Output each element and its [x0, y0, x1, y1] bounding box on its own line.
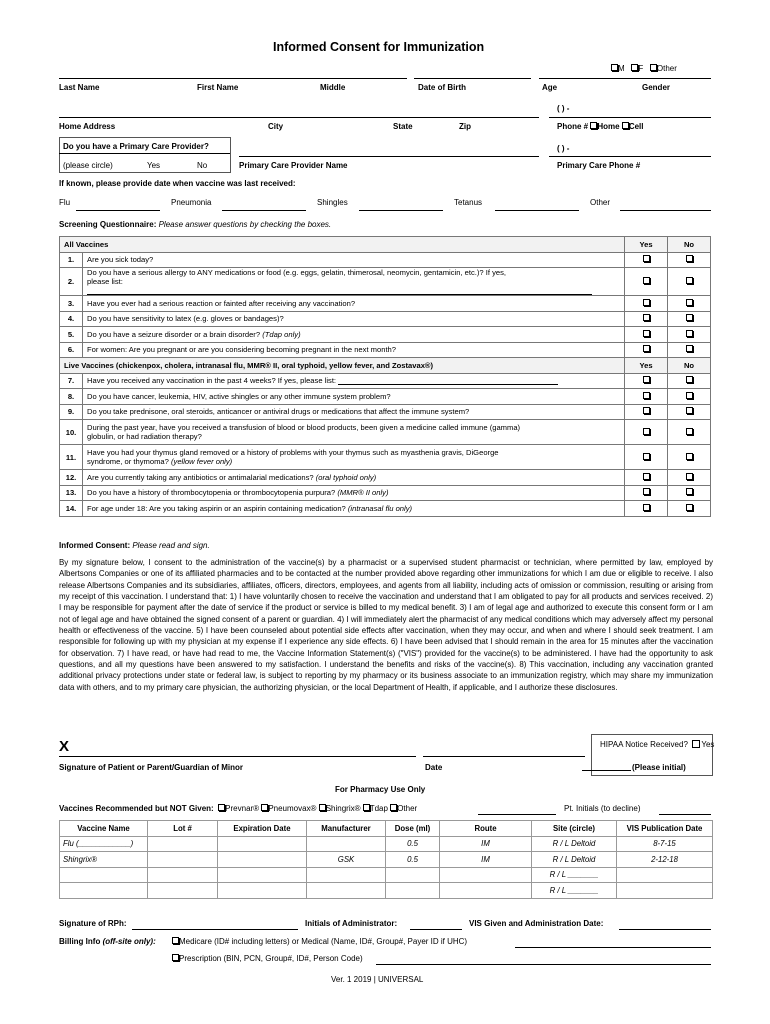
consent-body: By my signature below, I consent to the administration of the vaccine(s) by a pharmacist or a supervised student pharmacist or technician, where permitted by law, employed by Albertsons Companies or one of its affiliated pharmacies and to be contacted at the number provided above regarding other immunizations for which I am due or eligible to receive. I also release Albertsons Companies and its subsidiaries, affiliates, officers, directors, employees, and agents from all liability, including acts of omission or commission, resulting or arising from my receipt of this vaccination. I understand that: 1) I have voluntarily chosen to receive the vaccination and understand that I am obligated to pay for all products and services received. 2) I may be responsible for payment after the date of service if the product or service is billed to my medical benefit. 3) I am of legal age and authorized to execute this consent form or I am not of legal age and have obtained the signed consent of a parent or guardian. 4) I will immediately alert the pharmacist of any medical conditions which may adversely affect my personal health or effectiveness of the vaccine. 5) I have been counseled about potential side effects after vaccination, when they may occur, and when and where I should seek treatment. I am responsible for following up with my physician at my expense if I experience any side effects. 6) I have been advised that I should remain in the area for 15 minutes after the vaccination for observation. 7) I have read, or have had read to me, the Vaccine Information Statement(s) ("VIS") provided for the vaccine(s) to be administered. I have had the opportunity to ask questions, and all my questions have been answered to my satisfaction. I understand the benefits and risks of the vaccine(s). 8) This vaccination, including any vaccination granted additional privacy protections under state or federal law, is subject to reporting by my pharmacy or its business associate to an immunization registry, which may share my immunization data with others, and to my primary care physician, the authorizing physician, or the local Department of Health, if applicable, and I authorize these disclosures.: [59, 558, 713, 692]
question-text: Are you sick today?: [87, 255, 154, 265]
question-yes-cell: [625, 268, 668, 296]
gender-label: Gender: [642, 83, 671, 92]
table-row: [60, 867, 713, 883]
question-no-checkbox[interactable]: [686, 407, 693, 414]
question-yes-checkbox[interactable]: [643, 376, 650, 383]
question-no-cell: [668, 342, 711, 358]
rph-signature-label: Signature of RPh:: [59, 919, 127, 928]
question-text: Have you had your thymus gland removed or a history of problems with your thymus such as myasthenia gravis, DiGeorge: [87, 448, 499, 457]
question-yes-cell: [625, 445, 668, 470]
question-text-cell: [83, 501, 625, 517]
other-vaccine-label: Other: [397, 804, 418, 813]
consent-heading: [59, 541, 210, 550]
table-cell-route[interactable]: IM: [440, 836, 532, 852]
signature-x-mark: X: [59, 738, 70, 755]
question-text: Do you have sensitivity to latex (e.g. gloves or bandages)?: [87, 314, 284, 324]
billing-option-2: [172, 954, 363, 963]
admin-initials-label: Initials of Administrator:: [305, 919, 398, 928]
question-no-checkbox[interactable]: [686, 345, 693, 352]
pcp-phone-format: ( ) -: [557, 144, 570, 153]
last-name-label: Last Name: [59, 83, 100, 92]
question-yes-checkbox[interactable]: [643, 453, 650, 460]
first-name-label: First Name: [197, 83, 239, 92]
question-no-cell: [668, 445, 711, 470]
table-cell-name[interactable]: [60, 883, 148, 899]
screening-heading-label: Screening Questionnaire:: [59, 220, 157, 229]
table-cell-site[interactable]: R / L Deltoid: [532, 852, 617, 868]
shingles-date-line[interactable]: [359, 210, 443, 211]
pcp-phone-input-line[interactable]: [549, 156, 711, 157]
column-header: Dose (ml): [386, 821, 440, 837]
question-yes-checkbox[interactable]: [643, 428, 650, 435]
question-text-cell: [83, 389, 625, 405]
question-number: 14.: [60, 501, 83, 517]
question-yes-checkbox[interactable]: [643, 345, 650, 352]
question-no-cell: [668, 501, 711, 517]
table-cell-dose[interactable]: [386, 883, 440, 899]
please-initial-label: (Please initial): [632, 763, 686, 772]
column-header: Route: [440, 821, 532, 837]
question-text-cell: [83, 296, 625, 312]
question-yes-cell: [625, 296, 668, 312]
question-yes-cell: [625, 485, 668, 501]
question-text-continued: syndrome, or thymoma?: [87, 457, 169, 466]
question-no-checkbox[interactable]: [686, 453, 693, 460]
no-column-header: No: [668, 237, 711, 253]
question-text: Are you currently taking any antibiotics or antimalarial medications?: [87, 472, 314, 482]
please-circle-label: (please circle): [63, 161, 113, 170]
hipaa-question: [600, 740, 714, 749]
question-yes-cell: [625, 342, 668, 358]
question-no-checkbox[interactable]: [686, 314, 693, 321]
gender-m-checkbox[interactable]: [611, 64, 618, 71]
state-label: State: [393, 122, 413, 131]
question-yes-checkbox[interactable]: [643, 407, 650, 414]
table-cell-site[interactable]: R / L _______: [532, 883, 617, 899]
tdap-checkbox[interactable]: [363, 804, 370, 811]
table-row: [60, 836, 713, 852]
question-number: 8.: [60, 389, 83, 405]
question-no-cell: [668, 327, 711, 343]
question-note: (yellow fever only): [171, 457, 233, 466]
question-text: During the past year, have you received a transfusion of blood or blood products, been given a medicine called immune (gamma): [87, 423, 521, 432]
question-no-cell: [668, 311, 711, 327]
question-no-cell: [668, 296, 711, 312]
tetanus-date-line[interactable]: [495, 210, 579, 211]
question-note: (oral typhoid only): [315, 472, 377, 482]
table-cell-site[interactable]: R / L Deltoid: [532, 836, 617, 852]
address-input-line[interactable]: [59, 117, 539, 118]
question-text: Do you take prednisone, oral steroids, anticancer or antiviral drugs or medications that affect the immune system?: [87, 407, 470, 417]
question-number: 7.: [60, 373, 83, 389]
question-text: Do you have a history of thrombocytopenia or thrombocytopenia purpura?: [87, 488, 336, 498]
table-cell-mfr[interactable]: [307, 836, 386, 852]
question-row: [60, 311, 711, 327]
pt-initials-input-line[interactable]: [659, 814, 711, 815]
hipaa-yes-checkbox[interactable]: [692, 740, 700, 748]
age-gender-input-line[interactable]: [539, 78, 711, 79]
question-no-checkbox[interactable]: [686, 428, 693, 435]
column-header: Lot #: [148, 821, 218, 837]
question-text: Do you have a seizure disorder or a brain disorder?: [87, 329, 261, 339]
table-cell-lot[interactable]: [148, 852, 218, 868]
pneumovax-label: Pneumovax®: [268, 804, 317, 813]
question-number: 6.: [60, 342, 83, 358]
question-number: 1.: [60, 252, 83, 268]
other-date-line[interactable]: [620, 210, 711, 211]
screening-instruction: Please answer questions by checking the boxes.: [158, 220, 332, 229]
gender-other-checkbox[interactable]: [650, 64, 657, 71]
question-row: [60, 404, 711, 420]
gender-f-label: F: [638, 64, 644, 73]
pcp-name-input-line[interactable]: [239, 156, 539, 157]
question-row: [60, 296, 711, 312]
question-text: Have you received any vaccination in the past 4 weeks? If yes, please list:: [87, 376, 337, 386]
question-yes-cell: [625, 470, 668, 486]
question-yes-cell: [625, 252, 668, 268]
question-answer-line[interactable]: [338, 376, 558, 385]
question-text-continued: globulin, or had radiation therapy?: [87, 432, 202, 441]
vis-given-label: VIS Given and Administration Date:: [469, 919, 604, 928]
question-no-checkbox[interactable]: [686, 488, 693, 495]
question-yes-checkbox[interactable]: [643, 277, 650, 284]
date-input-line[interactable]: [423, 756, 585, 757]
question-answer-line[interactable]: [87, 286, 592, 295]
question-number: 9.: [60, 404, 83, 420]
question-number: 12.: [60, 470, 83, 486]
pcp-question: Do you have a Primary Care Provider?: [63, 142, 209, 151]
column-header: Vaccine Name: [60, 821, 148, 837]
home-address-label: Home Address: [59, 122, 116, 131]
table-cell-mfr[interactable]: [307, 883, 386, 899]
table-row: [60, 852, 713, 868]
question-row: [60, 252, 711, 268]
question-yes-cell: [625, 389, 668, 405]
question-number: 10.: [60, 420, 83, 445]
vaccine-admin-header: [60, 821, 713, 837]
table-cell-lot[interactable]: [148, 883, 218, 899]
tetanus-label: Tetanus: [454, 198, 483, 207]
question-number: 2.: [60, 268, 83, 296]
question-text-cell: [83, 252, 625, 268]
vis-given-line[interactable]: [619, 929, 711, 930]
question-yes-cell: [625, 404, 668, 420]
other-vaccine-input-line[interactable]: [478, 814, 556, 815]
pneumonia-label: Pneumonia: [171, 198, 212, 207]
prescription-checkbox[interactable]: [172, 954, 179, 961]
question-no-cell: [668, 268, 711, 296]
question-no-checkbox[interactable]: [686, 376, 693, 383]
phone-input-line[interactable]: [549, 117, 711, 118]
phone-home-label: Home: [597, 122, 620, 131]
table-cell-vis[interactable]: 2-12-18: [617, 852, 713, 868]
table-cell-name[interactable]: Flu (____________): [60, 836, 148, 852]
question-note: (Tdap only): [262, 329, 301, 339]
table-row: [60, 883, 713, 899]
question-text-cell: [83, 404, 625, 420]
rph-signature-line[interactable]: [132, 929, 298, 930]
question-text-cell: [83, 420, 625, 445]
admin-initials-line[interactable]: [410, 929, 462, 930]
question-yes-cell: [625, 501, 668, 517]
table-cell-vis[interactable]: [617, 867, 713, 883]
question-yes-checkbox[interactable]: [643, 314, 650, 321]
column-header: Site (circle): [532, 821, 617, 837]
table-cell-route[interactable]: IM: [440, 852, 532, 868]
pcp-phone-label: Primary Care Phone #: [557, 161, 641, 170]
pneumonia-date-line[interactable]: [222, 210, 306, 211]
question-row: [60, 327, 711, 343]
recommended-label: Vaccines Recommended but NOT Given:: [59, 804, 214, 813]
question-no-cell: [668, 252, 711, 268]
all-vaccines-label: All Vaccines: [60, 237, 625, 253]
question-number: 13.: [60, 485, 83, 501]
all-vaccines-header: [60, 237, 711, 253]
signature-label: Signature of Patient or Parent/Guardian of Minor: [59, 763, 244, 772]
table-cell-exp[interactable]: [218, 883, 307, 899]
question-no-cell: [668, 420, 711, 445]
question-no-cell: [668, 389, 711, 405]
table-cell-dose[interactable]: 0.5: [386, 836, 440, 852]
hipaa-label: HIPAA Notice Received?: [600, 740, 688, 749]
question-no-checkbox[interactable]: [686, 330, 693, 337]
question-yes-cell: [625, 373, 668, 389]
pcp-no-option[interactable]: No: [197, 161, 208, 170]
gender-m-label: M: [618, 64, 625, 73]
recommended-row: [59, 804, 417, 813]
question-text-cell: [83, 485, 625, 501]
live-vaccines-header: [60, 358, 711, 374]
question-no-checkbox[interactable]: [686, 255, 693, 262]
question-number: 11.: [60, 445, 83, 470]
flu-label: Flu: [59, 198, 71, 207]
pharmacy-heading: For Pharmacy Use Only: [335, 785, 426, 794]
column-header: VIS Publication Date: [617, 821, 713, 837]
table-cell-dose[interactable]: [386, 867, 440, 883]
question-no-cell: [668, 485, 711, 501]
question-row: [60, 373, 711, 389]
billing-label-text: Billing Info: [59, 937, 101, 946]
signature-input-line[interactable]: [59, 756, 416, 757]
shingles-label: Shingles: [317, 198, 348, 207]
question-yes-cell: [625, 327, 668, 343]
table-cell-vis[interactable]: 8-7-15: [617, 836, 713, 852]
zip-label: Zip: [459, 122, 471, 131]
live-vaccines-label: Live Vaccines (chickenpox, cholera, intranasal flu, MMR® II, oral typhoid, yellow fever, and Zostavax®): [60, 358, 625, 374]
page-title: Informed Consent for Immunization: [273, 40, 485, 54]
flu-date-line[interactable]: [76, 210, 160, 211]
question-yes-checkbox[interactable]: [643, 504, 650, 511]
billing-option-1-line[interactable]: [515, 947, 711, 948]
column-header: Expiration Date: [218, 821, 307, 837]
consent-heading-label: Informed Consent:: [59, 541, 131, 550]
billing-label: [59, 937, 156, 946]
screening-table: [59, 236, 711, 517]
question-no-checkbox[interactable]: [686, 473, 693, 480]
question-yes-checkbox[interactable]: [643, 330, 650, 337]
table-cell-vis[interactable]: [617, 883, 713, 899]
hipaa-yes-label: Yes: [701, 740, 715, 749]
screening-heading: [59, 220, 331, 229]
table-cell-exp[interactable]: [218, 836, 307, 852]
question-text-cell: [83, 445, 625, 470]
question-text: Do you have cancer, leukemia, HIV, active shingles or any other immune system problem?: [87, 391, 391, 401]
question-number: 5.: [60, 327, 83, 343]
question-text-cell: [83, 342, 625, 358]
question-no-checkbox[interactable]: [686, 299, 693, 306]
table-cell-mfr[interactable]: GSK: [307, 852, 386, 868]
question-text-cell: [83, 327, 625, 343]
table-cell-dose[interactable]: 0.5: [386, 852, 440, 868]
question-row: [60, 420, 711, 445]
table-cell-lot[interactable]: [148, 867, 218, 883]
question-text: For age under 18: Are you taking aspirin or an aspirin containing medication?: [87, 503, 346, 513]
middle-label: Middle: [320, 83, 346, 92]
question-text-continued: please list:: [87, 277, 123, 286]
phone-cell-label: Cell: [628, 122, 644, 131]
question-yes-cell: [625, 420, 668, 445]
yes-column-header: Yes: [625, 358, 668, 374]
vaccine-admin-table: [59, 820, 713, 899]
billing-option-2-line[interactable]: [376, 964, 711, 965]
question-text: Have you ever had a serious reaction or fainted after receiving any vaccination?: [87, 298, 356, 308]
dob-label: Date of Birth: [418, 83, 466, 92]
question-text: For women: Are you pregnant or are you considering becoming pregnant in the next month?: [87, 345, 396, 355]
question-number: 3.: [60, 296, 83, 312]
table-cell-name[interactable]: [60, 867, 148, 883]
yes-column-header: Yes: [625, 237, 668, 253]
table-cell-site[interactable]: R / L _______: [532, 867, 617, 883]
phone-label: Phone #: [557, 122, 589, 131]
question-no-checkbox[interactable]: [686, 277, 693, 284]
pcp-yes-option[interactable]: Yes: [147, 161, 161, 170]
other-label: Other: [590, 198, 611, 207]
pt-initials-label: Pt. Initials (to decline): [564, 804, 641, 813]
question-yes-checkbox[interactable]: [643, 488, 650, 495]
question-row: [60, 268, 711, 296]
table-cell-route[interactable]: [440, 867, 532, 883]
table-cell-lot[interactable]: [148, 836, 218, 852]
question-no-cell: [668, 404, 711, 420]
phone-format: ( ) -: [557, 104, 570, 113]
question-row: [60, 445, 711, 470]
question-text: Do you have a serious allergy to ANY medications or food (e.g. eggs, gelatin, thimerosal, neomycin, gentamicin, etc.)? If yes,: [87, 268, 506, 277]
question-no-cell: [668, 470, 711, 486]
shingrix-label: Shingrix®: [325, 804, 361, 813]
table-cell-exp[interactable]: [218, 852, 307, 868]
gender-options: [611, 64, 677, 73]
question-yes-checkbox[interactable]: [643, 392, 650, 399]
billing-note: (off-site only):: [102, 937, 156, 946]
question-no-checkbox[interactable]: [686, 504, 693, 511]
prescription-label: Prescription (BIN, PCN, Group#, ID#, Person Code): [179, 954, 363, 963]
initial-input-line[interactable]: [582, 770, 631, 771]
gender-other-label: Other: [656, 64, 677, 73]
no-column-header: No: [668, 358, 711, 374]
city-label: City: [268, 122, 284, 131]
question-note: (intranasal flu only): [347, 503, 413, 513]
table-cell-route[interactable]: [440, 883, 532, 899]
table-cell-mfr[interactable]: [307, 867, 386, 883]
age-label: Age: [542, 83, 558, 92]
question-number: 4.: [60, 311, 83, 327]
question-yes-checkbox[interactable]: [643, 299, 650, 306]
medicare-label: Medicare (ID# including letters) or Medical (Name, ID#, Group#, Payer ID if UHC): [179, 937, 468, 946]
question-no-cell: [668, 373, 711, 389]
question-row: [60, 389, 711, 405]
tdap-label: Tdap: [369, 804, 388, 813]
name-input-line[interactable]: [59, 78, 407, 79]
question-yes-checkbox[interactable]: [643, 255, 650, 262]
medicare-checkbox[interactable]: [172, 937, 179, 944]
version-footer: Ver. 1 2019 | UNIVERSAL: [331, 975, 424, 984]
question-row: [60, 501, 711, 517]
phone-cell-checkbox[interactable]: [622, 122, 629, 129]
consent-instruction: Please read and sign.: [132, 541, 210, 550]
phone-type-label: [557, 122, 644, 131]
question-row: [60, 470, 711, 486]
pcp-name-label: Primary Care Provider Name: [239, 161, 348, 170]
table-cell-exp[interactable]: [218, 867, 307, 883]
column-header: Manufacturer: [307, 821, 386, 837]
dob-input-line[interactable]: [414, 78, 531, 79]
last-received-label: If known, please provide date when vaccine was last received:: [59, 179, 296, 188]
question-yes-cell: [625, 311, 668, 327]
table-cell-name[interactable]: Shingrix®: [60, 852, 148, 868]
prevnar-label: Prevnar®: [225, 804, 260, 813]
question-row: [60, 485, 711, 501]
question-no-checkbox[interactable]: [686, 392, 693, 399]
question-text-cell: [83, 311, 625, 327]
question-text-cell: [83, 268, 625, 296]
question-row: [60, 342, 711, 358]
question-note: (MMR® II only): [337, 488, 389, 498]
question-yes-checkbox[interactable]: [643, 473, 650, 480]
shingrix-checkbox[interactable]: [319, 804, 326, 811]
question-text-cell: [83, 470, 625, 486]
pcp-divider: [59, 153, 230, 154]
question-text-cell: [83, 373, 625, 389]
billing-option-1: [172, 937, 467, 946]
date-label: Date: [425, 763, 443, 772]
